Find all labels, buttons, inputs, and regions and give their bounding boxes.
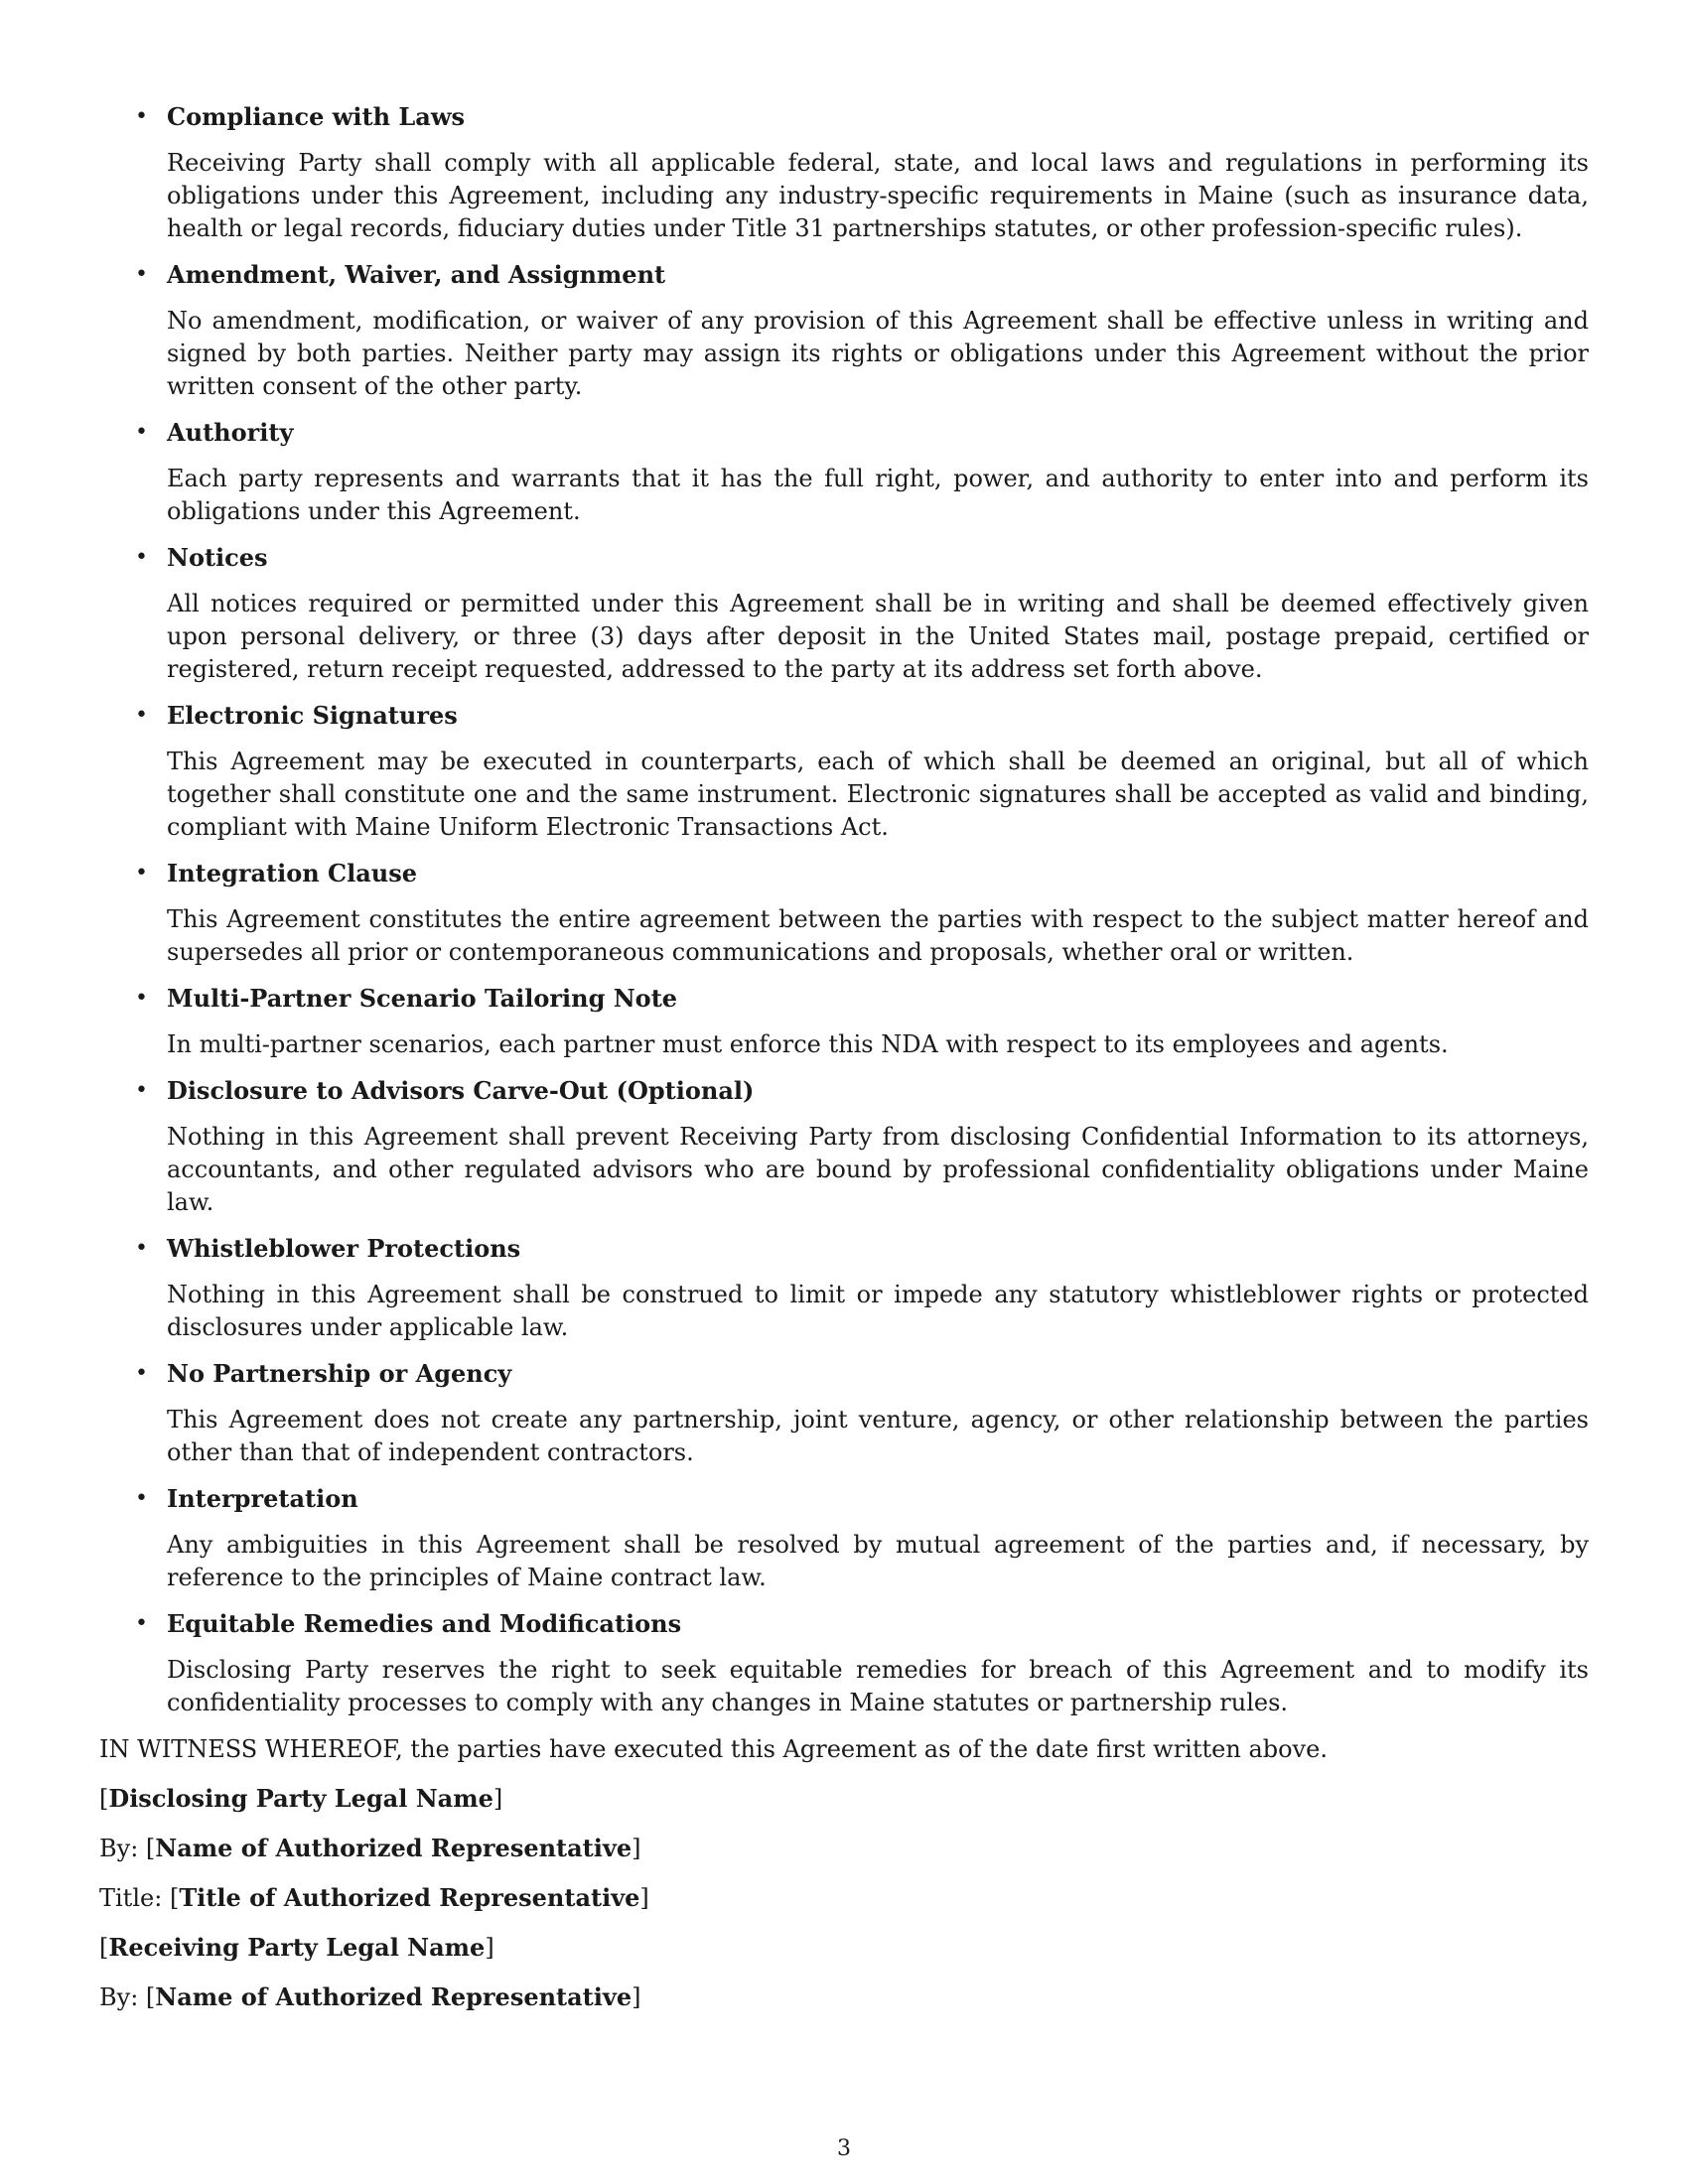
bracket-open: [: [145, 1983, 156, 2011]
section-no-partnership-agency: [99, 1354, 1589, 1469]
section-body: This Agreement may be executed in counterparts, each of which shall be deemed an original, but all of which together shall constitute one and the same instrument. Electronic signatures shall be accepted as valid and binding, compliant with Maine Uniform Electronic Transactions Act.: [167, 748, 1589, 841]
section-title: Whistleblower Protections: [167, 1234, 521, 1263]
section-interpretation: [99, 1479, 1589, 1594]
bullet-marker: •: [135, 1611, 148, 1636]
disclosing-by-line: [99, 1829, 1589, 1868]
bullet-marker: •: [135, 1361, 148, 1386]
section-title: Integration Clause: [167, 859, 418, 887]
bullet-marker: •: [135, 703, 148, 728]
bracket-open: [: [169, 1884, 180, 1912]
receiving-party-name-line: [99, 1928, 1589, 1968]
bracket-close: ]: [639, 1884, 649, 1912]
document-page: [99, 97, 1589, 2017]
section-body: Any ambiguities in this Agreement shall be resolved by mutual agreement of the parties and, if necessary, by reference to the principles of Maine contract law.: [167, 1531, 1589, 1591]
section-body: Receiving Party shall comply with all applicable federal, state, and local laws and regulations in performing its obligations under this Agreement, including any industry-specific requirements in Maine (such as insurance data, health or legal records, fiduciary duties under Title 31 partnerships statutes, or other profession-specific rules).: [167, 149, 1589, 242]
section-title: No Partnership or Agency: [167, 1359, 512, 1388]
section-body: Nothing in this Agreement shall prevent Receiving Party from disclosing Confidential Information to its attorneys, accountants, and other regulated advisors who are bound by professional confidentiality obligations under Maine law.: [167, 1123, 1589, 1216]
section-compliance-with-laws: [99, 97, 1589, 245]
page-number: 3: [837, 2136, 851, 2161]
section-body: All notices required or permitted under this Agreement shall be in writing and shall be deemed effectively given upon personal delivery, or three (3) days after deposit in the United States mail, postage prepaid, certified or registered, return receipt requested, addressed to the party at its address set forth above.: [167, 590, 1589, 683]
section-notices: [99, 538, 1589, 686]
section-multi-partner-note: [99, 979, 1589, 1061]
section-title: Electronic Signatures: [167, 701, 458, 730]
section-title: Equitable Remedies and Modifications: [167, 1609, 682, 1638]
section-integration-clause: [99, 854, 1589, 969]
bracket-close: ]: [492, 1785, 503, 1813]
section-body: This Agreement constitutes the entire agreement between the parties with respect to the subject matter hereof and supersedes all prior or contemporaneous communications and proposals, whether oral or written.: [167, 905, 1589, 966]
bullet-marker: •: [135, 1078, 148, 1103]
by-label: By:: [99, 1983, 139, 2011]
section-body: In multi-partner scenarios, each partner must enforce this NDA with respect to its employees and agents.: [167, 1030, 1449, 1058]
section-title: Authority: [167, 418, 294, 447]
disclosing-representative-name: Name of Authorized Representative: [155, 1834, 633, 1862]
disclosing-title-line: [99, 1878, 1589, 1918]
section-title: Amendment, Waiver, and Assignment: [167, 260, 666, 289]
section-title: Notices: [167, 543, 268, 572]
section-amendment-waiver-assignment: [99, 255, 1589, 403]
section-authority: [99, 413, 1589, 528]
section-body: This Agreement does not create any partnership, joint venture, agency, or other relationship between the parties other than that of independent contractors.: [167, 1406, 1589, 1466]
section-equitable-remedies: [99, 1604, 1589, 1719]
bullet-marker: •: [135, 420, 148, 445]
by-label: By:: [99, 1835, 139, 1862]
section-body: Disclosing Party reserves the right to seek equitable remedies for breach of this Agreement and to modify its confidentiality processes to comply with any changes in Maine statutes or partnership rules.: [167, 1656, 1589, 1716]
bracket-close: ]: [485, 1934, 494, 1962]
title-label: Title:: [99, 1884, 163, 1912]
disclosing-party-name-line: [99, 1779, 1589, 1819]
section-electronic-signatures: [99, 696, 1589, 844]
bracket-open: [: [99, 1934, 109, 1962]
section-title: Multi-Partner Scenario Tailoring Note: [167, 984, 678, 1013]
disclosing-party-name: Disclosing Party Legal Name: [108, 1784, 493, 1813]
receiving-party-name: Receiving Party Legal Name: [108, 1933, 486, 1962]
bracket-open: [: [145, 1835, 156, 1862]
section-advisors-carve-out: [99, 1071, 1589, 1219]
section-body: Nothing in this Agreement shall be construed to limit or impede any statutory whistleblower rights or protected disclosures under applicable law.: [167, 1281, 1589, 1341]
disclosing-representative-title: Title of Authorized Representative: [179, 1883, 640, 1912]
bullet-marker: •: [135, 861, 148, 886]
receiving-by-line: [99, 1978, 1589, 2017]
section-title: Interpretation: [167, 1484, 358, 1513]
section-body: Each party represents and warrants that it has the full right, power, and authority to enter into and perform its obligations under this Agreement.: [167, 465, 1589, 525]
receiving-representative-name: Name of Authorized Representative: [155, 1982, 633, 2011]
bracket-close: ]: [632, 1835, 641, 1862]
bullet-marker: •: [135, 545, 148, 570]
section-whistleblower-protections: [99, 1229, 1589, 1344]
bullet-marker: •: [135, 1236, 148, 1261]
section-title: Compliance with Laws: [167, 102, 466, 131]
bullet-marker: •: [135, 262, 148, 287]
section-body: No amendment, modification, or waiver of any provision of this Agreement shall be effective unless in writing and signed by both parties. Neither party may assign its rights or obligations under this Agreement without the prior written consent of the other party.: [167, 307, 1589, 400]
witness-statement: IN WITNESS WHEREOF, the parties have executed this Agreement as of the date first written above.: [99, 1735, 1328, 1763]
bracket-close: ]: [632, 1983, 641, 2011]
bracket-open: [: [99, 1785, 109, 1813]
bullet-marker: •: [135, 104, 148, 129]
section-title: Disclosure to Advisors Carve-Out (Optional): [167, 1076, 755, 1105]
bullet-marker: •: [135, 1486, 148, 1511]
bullet-marker: •: [135, 986, 148, 1011]
